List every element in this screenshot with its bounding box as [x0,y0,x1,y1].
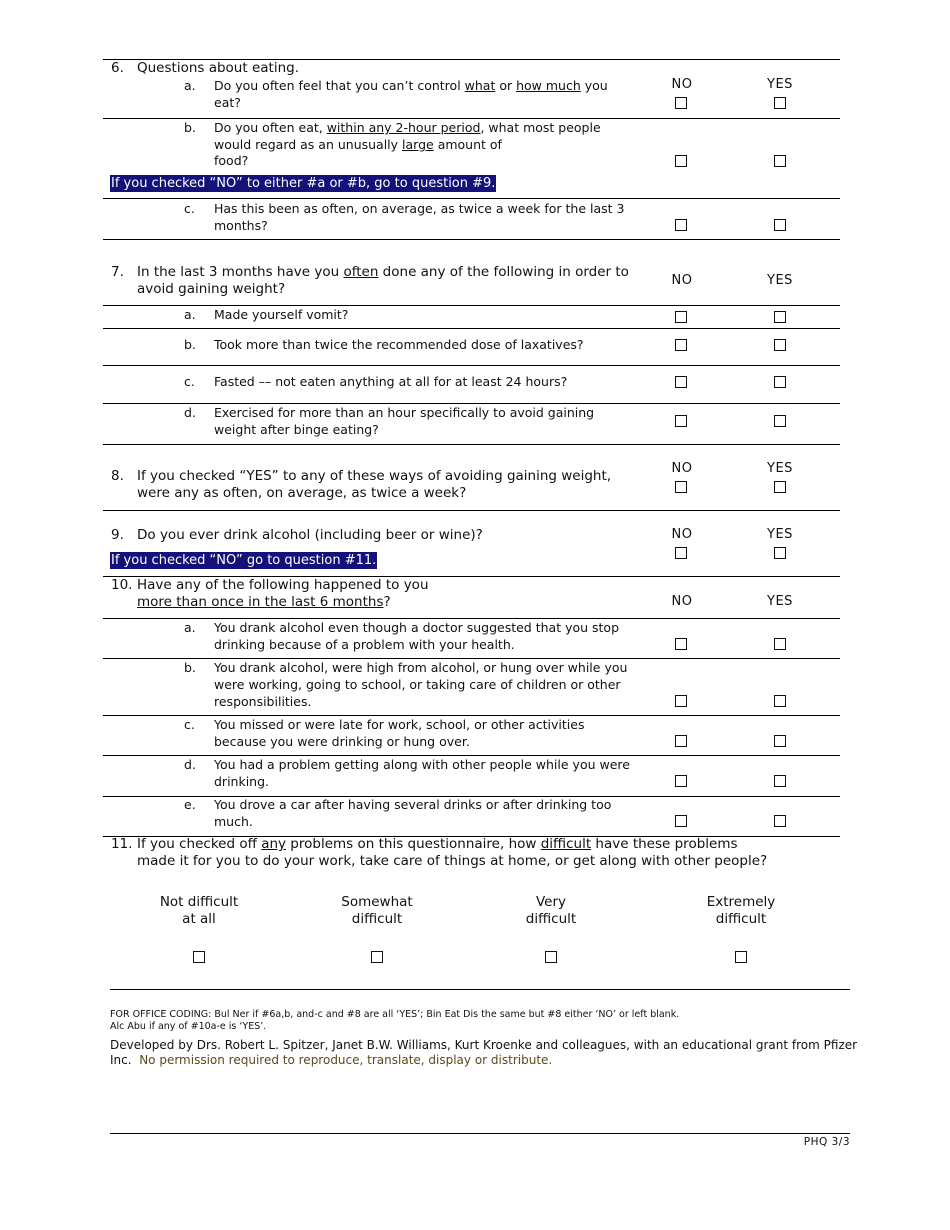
q7c-no-checkbox[interactable] [675,376,687,388]
q10a-line1: You drank alcohol even though a doctor suggested that you stop [214,620,620,635]
q10c-letter: c. [184,717,195,732]
office-coding-line1: FOR OFFICE CODING: Bul Ner if #6a,b, and-c and #8 are all ‘YES’; Bin Eat Dis the same but #8 either ‘NO’ or left blank. [110,1009,680,1020]
q6c-line2: months? [214,218,268,233]
q8-number: 8. [111,468,124,484]
q7-yes-label: YES [767,273,793,288]
q6-yes-label: YES [767,77,793,92]
q10b-letter: b. [184,660,196,675]
q7a-yes-checkbox[interactable] [774,311,786,323]
q7c-yes-checkbox[interactable] [774,376,786,388]
q11-very-difficult-checkbox[interactable] [545,951,557,963]
q8-yes-checkbox[interactable] [774,481,786,493]
q6a-yes-checkbox[interactable] [774,97,786,109]
q10c-line2: because you were drinking or hung over. [214,734,470,749]
q6c-line1: Has this been as often, on average, as twice a week for the last 3 [214,201,625,216]
q7b-no-checkbox[interactable] [675,339,687,351]
q9-yes-checkbox[interactable] [774,547,786,559]
q7-line2: avoid gaining weight? [137,281,286,297]
q11-line1: If you checked off any problems on this questionnaire, how difficult have these problems [137,836,738,852]
q6a-letter: a. [184,78,196,93]
q11-extremely-difficult-checkbox[interactable] [735,951,747,963]
q8-line2: were any as often, on average, as twice a week? [137,485,467,501]
q11-option-very-difficult: Very difficult [525,894,577,927]
q6b-line2: would regard as an unusually large amount of [214,137,502,152]
q9-no-label: NO [671,527,693,542]
page-number: PHQ 3/3 [803,1136,850,1148]
q6a-line2: eat? [214,95,241,110]
q10e-letter: e. [184,797,196,812]
q9-text: Do you ever drink alcohol (including beer or wine)? [137,527,483,543]
developer-credit-line2: Inc. No permission required to reproduce, translate, display or distribute. [110,1053,553,1067]
q10-number: 10. [111,577,133,593]
q10a-yes-checkbox[interactable] [774,638,786,650]
q10d-letter: d. [184,757,196,772]
office-coding-line2: Alc Abu if any of #10a-e is ‘YES’. [110,1021,267,1032]
q10e-line1: You drove a car after having several drinks or after drinking too [214,797,612,812]
q7-line1: In the last 3 months have you often done any of the following in order to [137,264,629,280]
q10e-no-checkbox[interactable] [675,815,687,827]
q10b-line1: You drank alcohol, were high from alcohol, or hung over while you [214,660,628,675]
q10b-yes-checkbox[interactable] [774,695,786,707]
q11-number: 11. [111,836,133,852]
q6a-line1: Do you often feel that you can’t control what or how much you [214,78,608,93]
q6-no-label: NO [671,77,693,92]
q10-line2: more than once in the last 6 months? [137,594,391,610]
q9-no-checkbox[interactable] [675,547,687,559]
q6-number: 6. [111,60,124,76]
permission-notice: No permission required to reproduce, translate, display or distribute. [139,1053,553,1067]
q10-line1: Have any of the following happened to you [137,577,429,593]
q10b-no-checkbox[interactable] [675,695,687,707]
q10b-line3: responsibilities. [214,694,312,709]
q10c-no-checkbox[interactable] [675,735,687,747]
q6a-no-checkbox[interactable] [675,97,687,109]
q10-no-label: NO [671,594,693,609]
q7b-yes-checkbox[interactable] [774,339,786,351]
q7b-letter: b. [184,337,196,352]
q10b-line2: were working, going to school, or taking care of children or other [214,677,621,692]
q7a-no-checkbox[interactable] [675,311,687,323]
q6c-no-checkbox[interactable] [675,219,687,231]
q9-yes-label: YES [767,527,793,542]
q7-no-label: NO [671,273,693,288]
q10c-yes-checkbox[interactable] [774,735,786,747]
q8-no-checkbox[interactable] [675,481,687,493]
q7-number: 7. [111,264,124,280]
q10d-line2: drinking. [214,774,270,789]
q10d-line1: You had a problem getting along with other people while you were [214,757,630,772]
q7d-line1: Exercised for more than an hour specifically to avoid gaining [214,405,595,420]
q6b-no-checkbox[interactable] [675,155,687,167]
q8-line1: If you checked “YES” to any of these ways of avoiding gaining weight, [137,468,612,484]
q10a-letter: a. [184,620,196,635]
q10a-line2: drinking because of a problem with your health. [214,637,515,652]
q6-title: Questions about eating. [137,60,299,76]
q7d-no-checkbox[interactable] [675,415,687,427]
q11-somewhat-difficult-checkbox[interactable] [371,951,383,963]
q6b-line1: Do you often eat, within any 2-hour period, what most people [214,120,601,135]
q6b-letter: b. [184,120,196,135]
q11-option-extremely-difficult: Extremely difficult [706,894,776,927]
q10e-line2: much. [214,814,253,829]
q6b-line3: food? [214,153,249,168]
q6-skip-instruction: If you checked “NO” to either #a or #b, go to question #9. [111,176,496,191]
q8-no-label: NO [671,461,693,476]
q10-yes-label: YES [767,594,793,609]
q7d-line2: weight after binge eating? [214,422,379,437]
q10d-yes-checkbox[interactable] [774,775,786,787]
q11-line2: made it for you to do your work, take care of things at home, or get along with other people? [137,853,768,869]
q7d-letter: d. [184,405,196,420]
q6b-yes-checkbox[interactable] [774,155,786,167]
q11-option-not-difficult: Not difficult at all [159,894,239,927]
q6c-letter: c. [184,201,195,216]
q10c-line1: You missed or were late for work, school, or other activities [214,717,585,732]
q10a-no-checkbox[interactable] [675,638,687,650]
q9-skip-instruction: If you checked “NO” go to question #11. [111,553,377,568]
q7d-yes-checkbox[interactable] [774,415,786,427]
q11-option-somewhat-difficult: Somewhat difficult [341,894,413,927]
q7a-letter: a. [184,307,196,322]
q9-number: 9. [111,527,124,543]
developer-credit-line1: Developed by Drs. Robert L. Spitzer, Janet B.W. Williams, Kurt Kroenke and colleagues, with an educational grant from Pfizer [110,1038,858,1052]
q7c-text: Fasted –– not eaten anything at all for at least 24 hours? [214,374,568,389]
q7c-letter: c. [184,374,195,389]
q10d-no-checkbox[interactable] [675,775,687,787]
q6c-yes-checkbox[interactable] [774,219,786,231]
q11-not-difficult-checkbox[interactable] [193,951,205,963]
q10e-yes-checkbox[interactable] [774,815,786,827]
q8-yes-label: YES [767,461,793,476]
q7b-text: Took more than twice the recommended dose of laxatives? [214,337,584,352]
q7a-text: Made yourself vomit? [214,307,349,322]
